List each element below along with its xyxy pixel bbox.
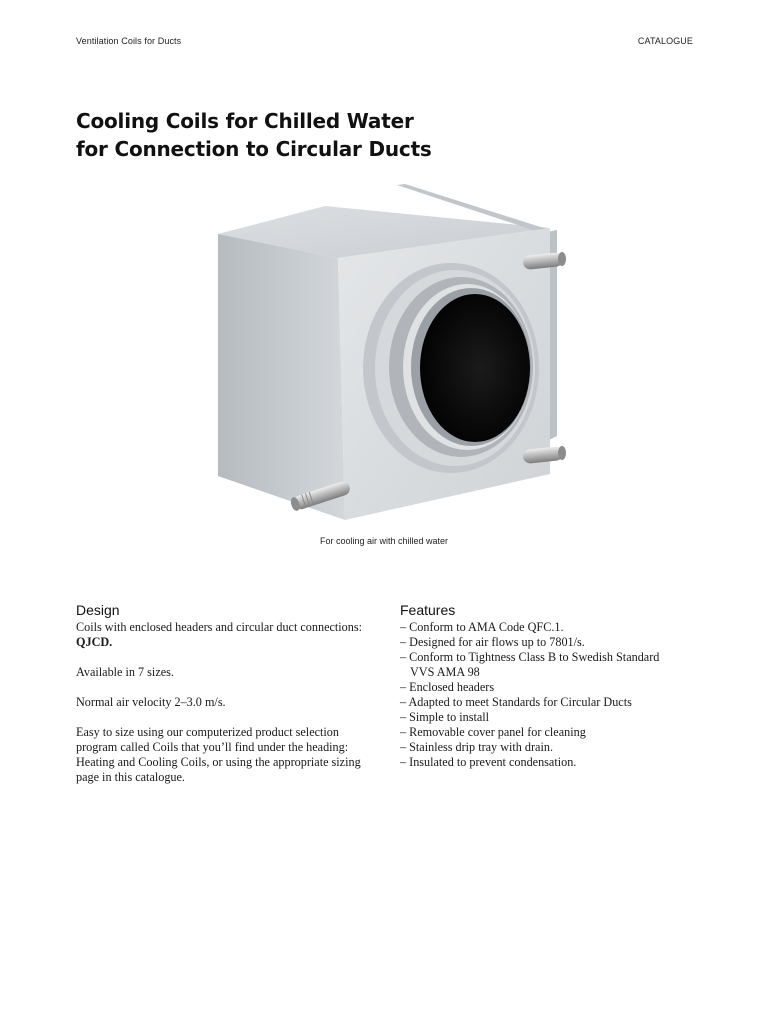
running-header-left: Ventilation Coils for Ducts <box>76 36 182 46</box>
feature-item-continuation: VVS AMA 98 <box>410 665 480 679</box>
feature-item: – Designed for air flows up to 7801/s. <box>400 635 585 649</box>
feature-item: – Enclosed headers <box>400 680 495 694</box>
features-heading: Features <box>400 602 456 618</box>
feature-item: – Conform to AMA Code QFC.1. <box>400 620 564 634</box>
page-title <box>76 107 432 163</box>
design-heading: Design <box>76 602 120 618</box>
product-code: QJCD. <box>76 635 113 649</box>
design-paragraph-3: Normal air velocity 2–3.0 m/s. <box>76 695 226 709</box>
running-header-right: CATALOGUE <box>637 36 693 46</box>
feature-item: – Conform to Tightness Class B to Swedish Standard <box>400 650 660 664</box>
design-paragraph-2: Available in 7 sizes. <box>76 665 174 679</box>
figure-caption <box>0 536 768 546</box>
features-list <box>400 620 700 770</box>
feature-item: – Removable cover panel for cleaning <box>400 725 586 739</box>
figure-caption-text: For cooling air with chilled water <box>319 536 449 546</box>
page-title-line-2: for Connection to Circular Ducts <box>76 137 432 161</box>
design-paragraph-1 <box>76 620 376 650</box>
features-section <box>400 602 700 770</box>
design-paragraph-4: Easy to size using our computerized product selection program called Coils that you’ll find under the heading: Heating and Cooling Coils, or using the appropriate sizing page in this catalogue. <box>76 725 361 784</box>
feature-item: – Insulated to prevent condensation. <box>400 755 577 769</box>
feature-item: – Stainless drip tray with drain. <box>400 740 553 754</box>
product-image <box>205 178 575 538</box>
design-paragraph-1-text: Coils with enclosed headers and circular duct connections: <box>76 620 362 634</box>
page-title-line-1: Cooling Coils for Chilled Water <box>76 109 414 133</box>
design-section <box>76 602 376 800</box>
cooling-coil-illustration <box>205 178 575 538</box>
feature-item: – Simple to install <box>400 710 490 724</box>
feature-item: – Adapted to meet Standards for Circular Ducts <box>400 695 632 709</box>
